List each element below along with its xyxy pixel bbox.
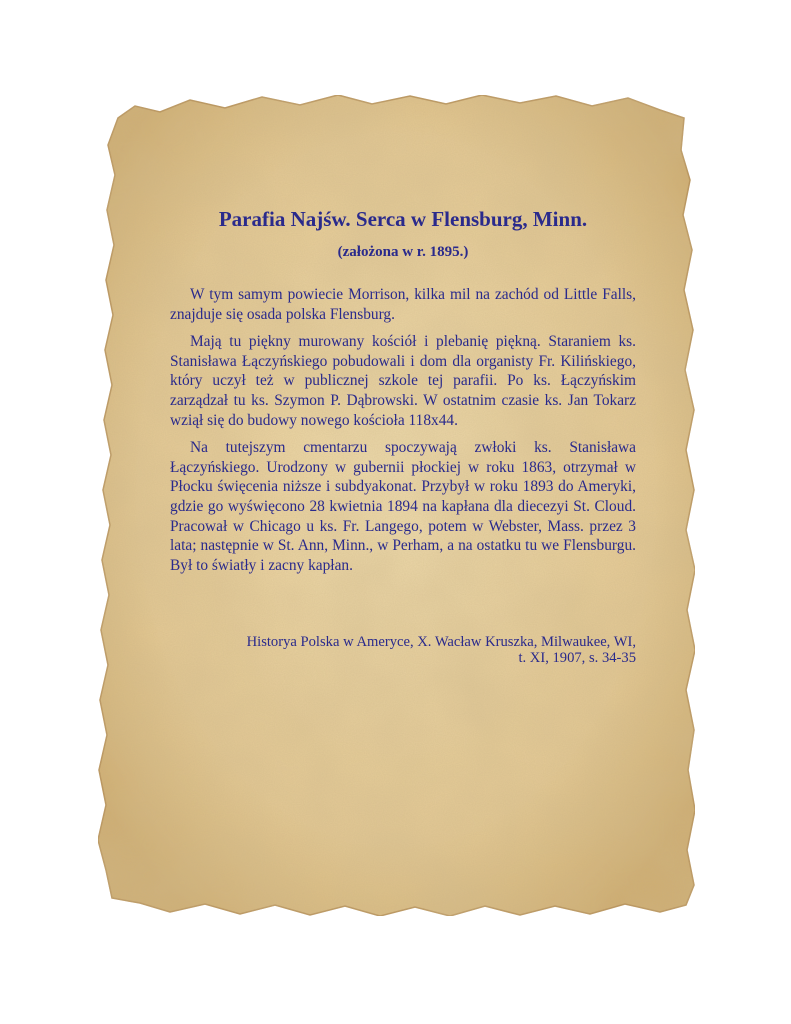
- paragraph-2: Mają tu piękny murowany kościół i plebanię piękną. Staraniem ks. Stanisława Łączyńskiego pobudowali i dom dla organisty Fr. Kilińskiego, który uczył też w publicznej szkole tej parafii. Po ks. Łączyńskim zarządzał tu ks. Szymon P. Dąbrowski. W ostatnim czasie ks. Jan Tokarz wziął się do budowy nowego kościoła 118x44.: [170, 333, 636, 429]
- paragraph-1: W tym samym powiecie Morrison, kilka mil na zachód od Little Falls, znajduje się osada polska Flensburg.: [170, 286, 636, 323]
- source-citation: [170, 634, 636, 666]
- document-content: [170, 205, 636, 583]
- source-line-1: Historya Polska w Ameryce, X. Wacław Kruszka, Milwaukee, WI,: [246, 634, 636, 650]
- document-body: [170, 285, 636, 575]
- paragraph-3: Na tutejszym cmentarzu spoczywają zwłoki ks. Stanisława Łączyńskiego. Urodzony w gubernii płockiej w roku 1863, otrzymał w Płocku święcenia niższe i subdyakonat. Przybył w roku 1893 do Ameryki, gdzie go wyświęcono 28 kwietnia 1894 na kapłana dla diecezyi St. Cloud. Pracował w Chicago u ks. Fr. Langego, potem w Webster, Mass. przez 3 lata; następnie w St. Ann, Minn., w Perham, a na ostatku tu we Flensburgu. Był to światły i zacny kapłan.: [170, 439, 636, 574]
- document-title: Parafia Najśw. Serca w Flensburg, Minn.: [218, 207, 588, 231]
- document-subtitle: (założona w r. 1895.): [337, 244, 469, 260]
- source-line-2: t. XI, 1907, s. 34-35: [518, 650, 636, 666]
